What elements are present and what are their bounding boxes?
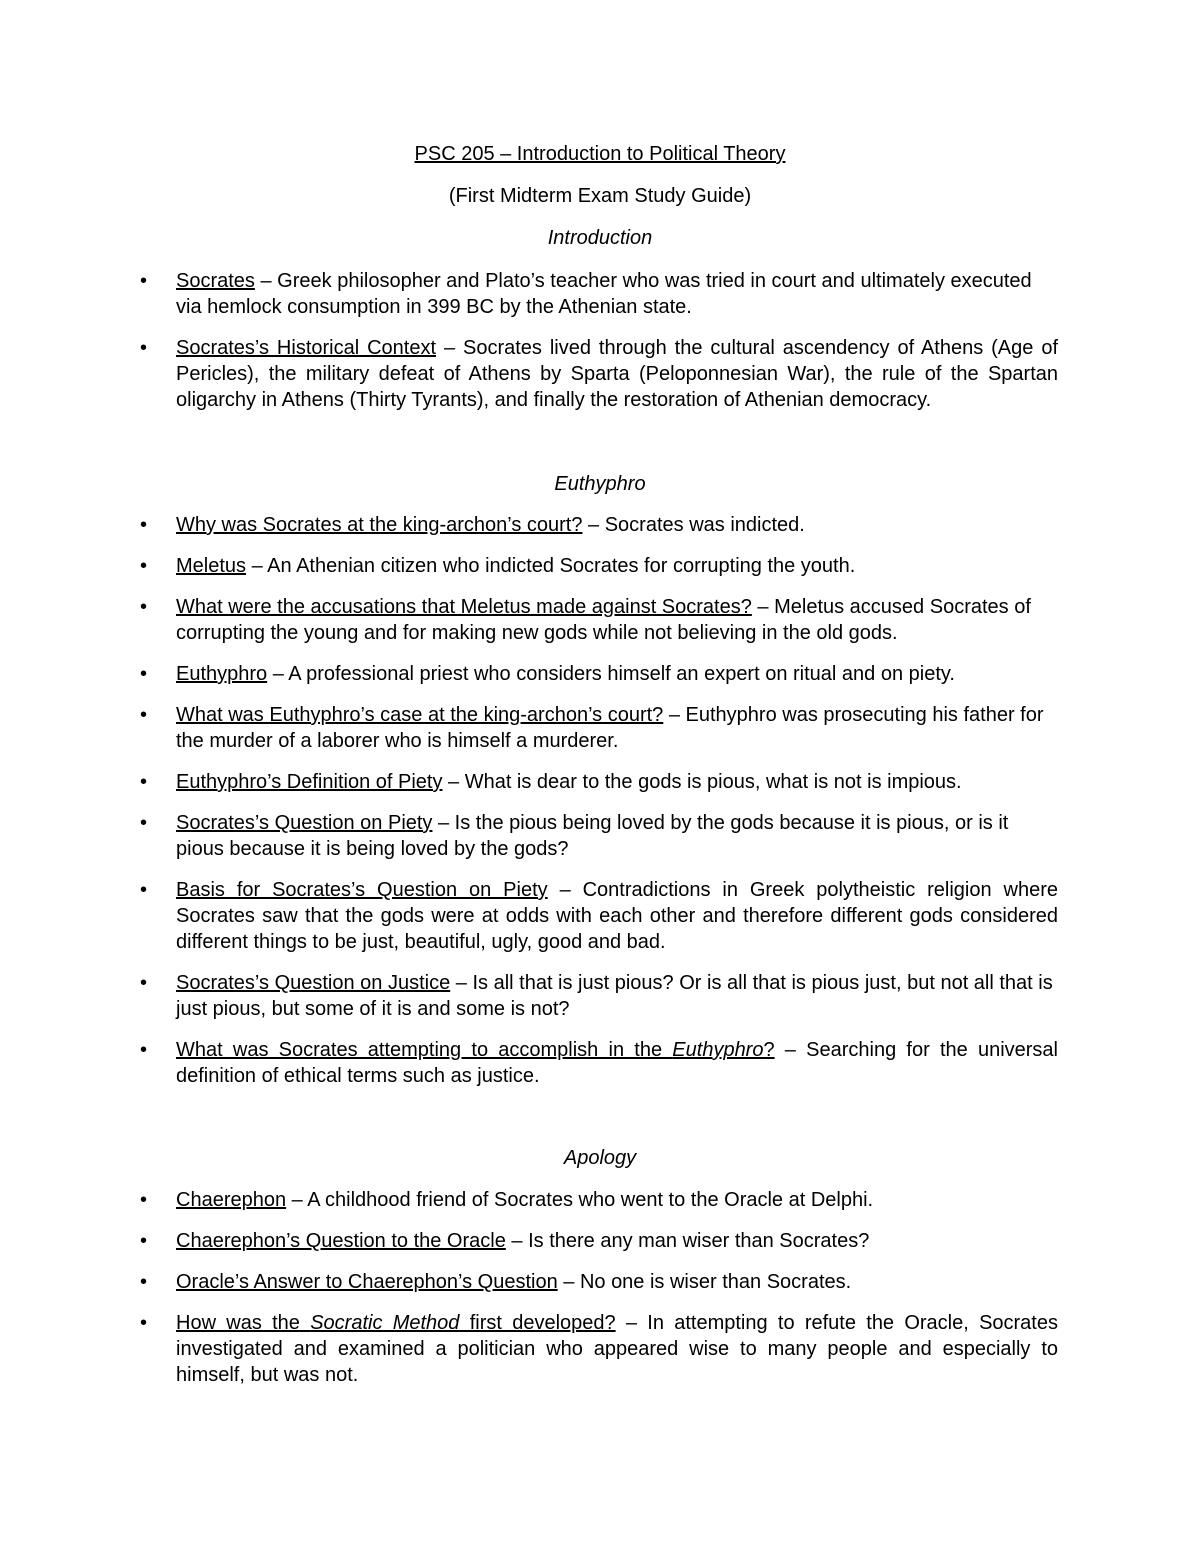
- list-item: [140, 335, 1058, 413]
- bullet: •: [140, 879, 148, 901]
- item-definition: – Socrates lived through the cultural ascendency of Athens (Age of Pericles), the military defeat of Athens by Sparta (Peloponnesian War), the rule of the Spartan oligarchy in Athens (Thirty Tyrants), and finally the restoration of Athenian democracy.: [176, 337, 1058, 411]
- bullet: •: [140, 771, 148, 793]
- item-term: Oracle’s Answer to Chaerephon’s Question: [176, 1271, 558, 1293]
- bullet: •: [140, 812, 148, 834]
- list-item: [140, 268, 1058, 320]
- item-term: What was Euthyphro’s case at the king-archon’s court?: [176, 704, 664, 726]
- bullet: •: [140, 1230, 148, 1252]
- bullet: •: [140, 596, 148, 618]
- bullet: •: [140, 1271, 148, 1293]
- list-item: [140, 970, 1058, 1022]
- list-item: [140, 512, 1058, 538]
- list-item: [140, 1310, 1058, 1388]
- bullet: •: [140, 514, 148, 536]
- bullet: •: [140, 704, 148, 726]
- item-term: Chaerephon: [176, 1189, 287, 1211]
- item-definition: – Contradictions in Greek polytheistic religion where Socrates saw that the gods were at odds with each other and therefore different gods considered different things to be just, beautiful, ugly, good and bad.: [176, 879, 1059, 953]
- list-item: [140, 810, 1058, 862]
- item-term: Socrates’s Historical Context: [176, 337, 437, 359]
- list-item: [140, 702, 1058, 754]
- section-heading-introduction: Introduction: [547, 227, 653, 249]
- item-definition: – In attempting to refute the Oracle, Socrates investigated and examined a politician who appeared wise to many people and especially to himself, but was not.: [176, 1312, 1058, 1386]
- list-item: [140, 661, 1058, 687]
- item-definition: – Euthyphro was prosecuting his father for the murder of a laborer who is himself a murderer.: [176, 704, 1044, 752]
- bullet: •: [140, 972, 148, 994]
- item-definition: – No one is wiser than Socrates.: [557, 1271, 852, 1293]
- section-heading-apology: Apology: [563, 1147, 637, 1169]
- euthyphro-list: [140, 512, 1058, 1089]
- list-item: [140, 1228, 1058, 1254]
- list-item: [140, 1187, 1058, 1213]
- item-term: Socrates’s Question on Justice: [176, 972, 451, 994]
- list-item: [140, 877, 1058, 955]
- item-term: Socrates: [176, 270, 255, 292]
- list-item: [140, 1037, 1058, 1089]
- item-definition: – Searching for the universal definition of ethical terms such as justice.: [176, 1039, 1058, 1087]
- list-item: [140, 769, 1058, 795]
- item-term: Euthyphro: [176, 663, 268, 685]
- bullet: •: [140, 1312, 148, 1334]
- item-definition: – Socrates was indicted.: [582, 514, 805, 536]
- bullet: •: [140, 270, 148, 292]
- item-definition: – Is the pious being loved by the gods because it is pious, or is it pious because it is being loved by the gods?: [176, 812, 1009, 860]
- bullet: •: [140, 337, 148, 359]
- item-term: Socrates’s Question on Piety: [176, 812, 433, 834]
- item-definition: – Is all that is just pious? Or is all that is pious just, but not all that is just pious, but some of it is and some is not?: [176, 972, 1053, 1020]
- item-term: Chaerephon’s Question to the Oracle: [176, 1230, 506, 1252]
- document-subtitle: (First Midterm Exam Study Guide): [448, 185, 752, 207]
- item-term: How was the Socratic Method first developed?: [176, 1312, 616, 1334]
- item-definition: – Greek philosopher and Plato’s teacher who was tried in court and ultimately executed via hemlock consumption in 399 BC by the Athenian state.: [176, 270, 1032, 318]
- item-term: What were the accusations that Meletus made against Socrates?: [176, 596, 752, 618]
- item-term: Why was Socrates at the king-archon’s court?: [176, 514, 583, 536]
- list-item: [140, 553, 1058, 579]
- section-heading-euthyphro: Euthyphro: [554, 473, 646, 495]
- document-title: PSC 205 – Introduction to Political Theory: [414, 143, 786, 165]
- apology-list: [140, 1187, 1058, 1388]
- item-definition: – Meletus accused Socrates of corrupting the young and for making new gods while not believing in the old gods.: [176, 596, 1031, 644]
- list-item: [140, 1269, 1058, 1295]
- item-definition: – What is dear to the gods is pious, what is not is impious.: [442, 771, 962, 793]
- item-definition: – A childhood friend of Socrates who went to the Oracle at Delphi.: [286, 1189, 874, 1211]
- bullet: •: [140, 1039, 148, 1061]
- bullet: •: [140, 555, 148, 577]
- item-definition: – Is there any man wiser than Socrates?: [505, 1230, 870, 1252]
- introduction-list: [140, 268, 1058, 413]
- item-term: Basis for Socrates’s Question on Piety: [176, 879, 548, 901]
- item-definition: – An Athenian citizen who indicted Socrates for corrupting the youth.: [246, 555, 856, 577]
- bullet: •: [140, 663, 148, 685]
- item-definition: – A professional priest who considers himself an expert on ritual and on piety.: [267, 663, 955, 685]
- item-term: Meletus: [176, 555, 247, 577]
- list-item: [140, 594, 1058, 646]
- item-term: Euthyphro’s Definition of Piety: [176, 771, 443, 793]
- item-term: What was Socrates attempting to accomplish in the Euthyphro?: [176, 1039, 775, 1061]
- bullet: •: [140, 1189, 148, 1211]
